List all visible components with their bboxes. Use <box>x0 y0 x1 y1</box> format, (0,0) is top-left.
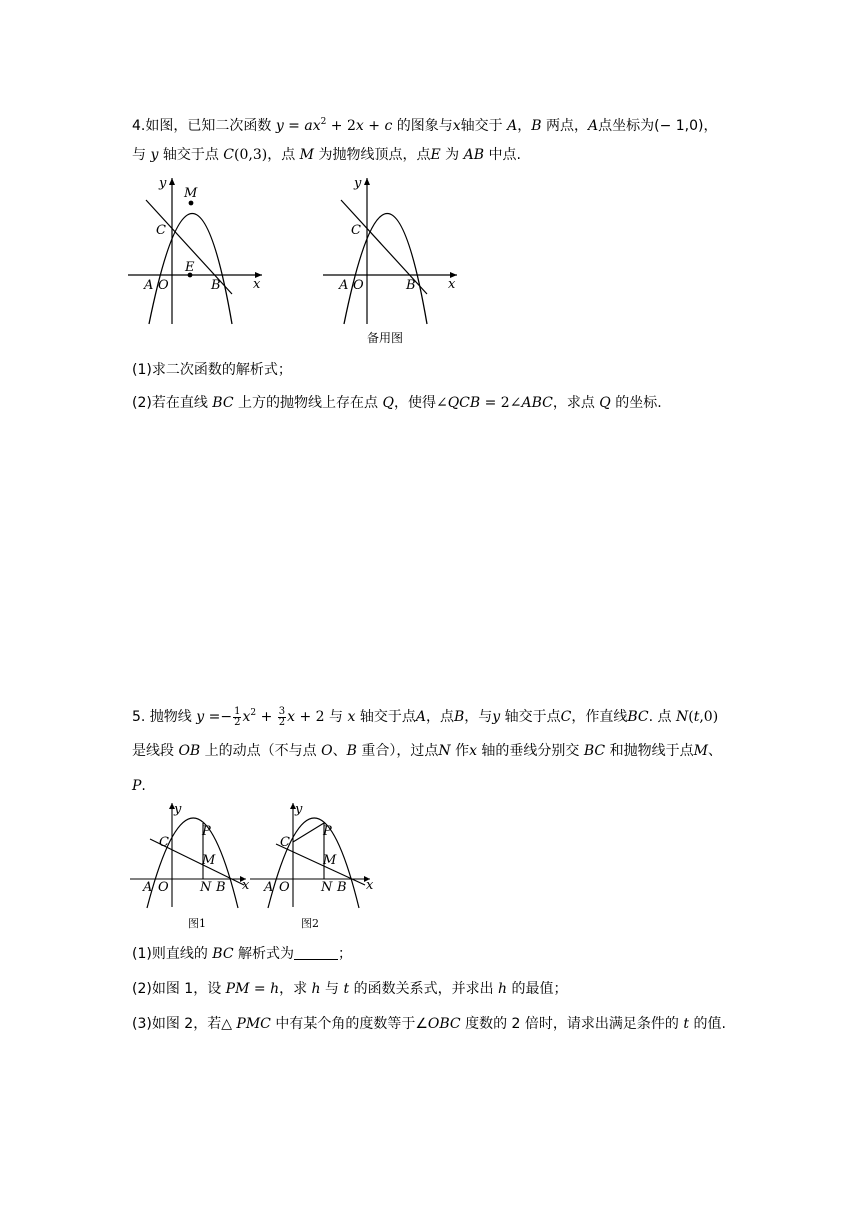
math: P <box>132 778 142 794</box>
q5-line-2 <box>132 741 722 761</box>
label-c: C <box>159 835 169 850</box>
label-x: x <box>448 277 456 292</box>
text: 度数的 2 倍时，请求出满足条件的 <box>465 1016 679 1032</box>
text: 为 <box>445 147 460 163</box>
math: t <box>693 709 700 725</box>
math: c <box>384 118 393 134</box>
label-x: x <box>366 878 374 893</box>
math: M <box>693 743 708 759</box>
label-a: A <box>143 880 153 895</box>
text: (0,3)，点 <box>234 147 296 163</box>
text: 轴交于点 <box>162 147 219 163</box>
label-a: A <box>264 880 274 895</box>
q4-line-1 <box>132 112 717 136</box>
q4-sub-1 <box>132 360 292 380</box>
label-o: O <box>279 880 290 895</box>
math: x <box>242 709 251 725</box>
figure-caption: 备用图 <box>367 331 404 345</box>
math: Q <box>382 395 394 411</box>
math: OBC <box>427 1016 461 1032</box>
math: BC <box>212 395 234 411</box>
label-b: B <box>337 880 347 895</box>
text: (2)如图 1，设 <box>132 981 222 997</box>
text: ， <box>517 118 532 134</box>
label-e: E <box>185 260 195 275</box>
math: B <box>531 118 542 134</box>
text: 为抛物线顶点，点 <box>318 147 431 163</box>
label-x: x <box>253 277 261 292</box>
math: PMC <box>236 1016 271 1032</box>
text: 、 <box>707 743 722 759</box>
text: . <box>141 778 146 794</box>
text: 与 <box>132 147 146 163</box>
math: C <box>560 709 572 725</box>
label-b: B <box>406 278 416 293</box>
math: N <box>438 743 451 759</box>
math: ax <box>304 118 321 134</box>
math: y <box>275 118 284 134</box>
math: y <box>492 709 501 725</box>
label-o: O <box>158 278 169 293</box>
label-b: B <box>216 880 226 895</box>
math: t <box>683 1016 690 1032</box>
q4-figure-1 <box>128 170 268 330</box>
question-number: 4. <box>132 118 146 134</box>
math: BC <box>212 946 234 962</box>
label-m: M <box>323 853 337 868</box>
math: BC <box>627 709 649 725</box>
label-b: B <box>211 278 221 293</box>
math: h <box>270 981 280 997</box>
math: 2 <box>250 708 257 718</box>
math: = <box>283 118 305 134</box>
math: y <box>196 709 205 725</box>
math: QCB <box>447 395 481 411</box>
math: x <box>347 709 356 725</box>
text: 中点. <box>488 147 521 163</box>
math: h <box>498 981 508 997</box>
math: C <box>223 147 234 163</box>
text: (3)如图 2，若△ <box>132 1016 232 1032</box>
math: + <box>256 709 277 725</box>
text: ，点 <box>425 709 454 725</box>
q5-figure-2 <box>246 803 376 933</box>
point-m <box>189 201 194 206</box>
text: (2)若在直线 <box>132 395 208 411</box>
numerator: 1 <box>234 705 241 717</box>
denominator: 2 <box>278 716 286 728</box>
math: ABC <box>521 395 553 411</box>
text: ，与 <box>464 709 493 725</box>
math: BC <box>583 743 606 759</box>
text: 、 <box>332 743 347 759</box>
figure-caption: 图2 <box>301 917 319 930</box>
q5-line-1 <box>132 703 718 728</box>
text: 轴交于点 <box>504 709 561 725</box>
q5-sub-2 <box>132 979 568 999</box>
math: ,0) <box>699 709 719 725</box>
math: x <box>469 743 477 759</box>
math: = <box>249 981 271 997</box>
text: 与 <box>329 709 344 725</box>
text: 的坐标. <box>615 395 662 411</box>
text: 轴的垂线分别交 <box>481 743 580 759</box>
math: O <box>321 743 333 759</box>
y-axis-arrow <box>364 178 370 185</box>
q5-figure-1 <box>128 803 248 933</box>
question-number: 5. 抛物线 <box>132 709 192 725</box>
text: 轴交于点 <box>359 709 416 725</box>
label-p: P <box>323 824 332 839</box>
text: (1)则直线的 <box>132 946 208 962</box>
q4-sub-2 <box>132 393 662 413</box>
math: PM <box>225 981 250 997</box>
label-o: O <box>353 278 364 293</box>
math: ( <box>688 709 694 725</box>
numerator: 3 <box>278 705 286 717</box>
math: OB <box>178 743 201 759</box>
answer-blank[interactable] <box>294 945 338 960</box>
math: AB <box>463 147 484 163</box>
label-a: A <box>144 278 154 293</box>
text: 的最值； <box>511 981 568 997</box>
label-a: A <box>339 278 349 293</box>
text: 的函数关系式，并求出 <box>353 981 494 997</box>
text: 如图，已知二次函数 <box>145 118 272 134</box>
label-p: P <box>202 824 211 839</box>
math: y <box>150 147 159 163</box>
text: ； <box>338 946 353 962</box>
fraction-three-halves <box>278 707 286 728</box>
text: 的值. <box>693 1016 726 1032</box>
text: 轴交于 <box>460 118 503 134</box>
math: A <box>587 118 599 134</box>
q5-line-3 <box>132 776 146 796</box>
math: B <box>453 709 465 725</box>
math: =− <box>204 709 233 725</box>
math: + 2 <box>295 709 325 725</box>
math: B <box>346 743 357 759</box>
text: (1)求二次函数的解析式； <box>132 362 292 378</box>
label-n: N <box>321 880 333 895</box>
q4-figure-2 <box>323 170 463 350</box>
label-y: y <box>295 802 303 817</box>
text: 是线段 <box>132 743 174 759</box>
math: A <box>507 118 518 134</box>
math: = 2∠ <box>480 395 522 411</box>
label-c: C <box>156 223 166 238</box>
line-cp <box>293 823 324 842</box>
math: A <box>415 709 426 725</box>
math: 2 <box>320 117 327 127</box>
text: ，求 <box>279 981 308 997</box>
text: 作 <box>455 743 470 759</box>
q5-sub-3 <box>132 1014 726 1034</box>
math: x <box>452 118 461 134</box>
label-n: N <box>200 880 212 895</box>
label-c: C <box>351 223 361 238</box>
math: M <box>299 147 314 163</box>
text: 和抛物线于点 <box>609 743 694 759</box>
math: + <box>363 118 385 134</box>
math: h <box>311 981 321 997</box>
text: 解析式为 <box>238 946 295 962</box>
label-m: M <box>202 853 216 868</box>
math: N <box>676 709 689 725</box>
label-x: x <box>242 878 250 893</box>
text: 的图象与 <box>396 118 453 134</box>
text: 两点， <box>545 118 588 134</box>
label-o: O <box>158 880 169 895</box>
text: 上的动点（不与点 <box>204 743 317 759</box>
fraction-one-half <box>233 707 241 728</box>
text: . 点 <box>648 709 672 725</box>
text: ，使得∠ <box>393 395 448 411</box>
figure-caption: 图1 <box>188 917 206 930</box>
label-c: C <box>280 835 290 850</box>
text: 点坐标为(− 1,0)， <box>598 118 718 134</box>
text: 中有某个角的度数等于∠ <box>275 1016 428 1032</box>
text: ，求点 <box>552 395 595 411</box>
math: x <box>355 118 364 134</box>
label-y: y <box>159 176 167 191</box>
label-y: y <box>174 802 182 817</box>
denominator: 2 <box>234 716 241 728</box>
text: 上方的抛物线上存在点 <box>238 395 379 411</box>
text: 与 <box>325 981 340 997</box>
math: Q <box>599 395 611 411</box>
q5-sub-1 <box>132 944 352 964</box>
text: 重合），过点 <box>361 743 439 759</box>
y-axis-arrow <box>169 178 175 185</box>
math: t <box>343 981 350 997</box>
q4-line-2 <box>132 145 521 165</box>
label-y: y <box>354 176 362 191</box>
math: E <box>430 147 441 163</box>
text: ，作直线 <box>571 709 628 725</box>
math: x <box>287 709 296 725</box>
math: + 2 <box>326 118 356 134</box>
label-m: M <box>184 186 198 201</box>
